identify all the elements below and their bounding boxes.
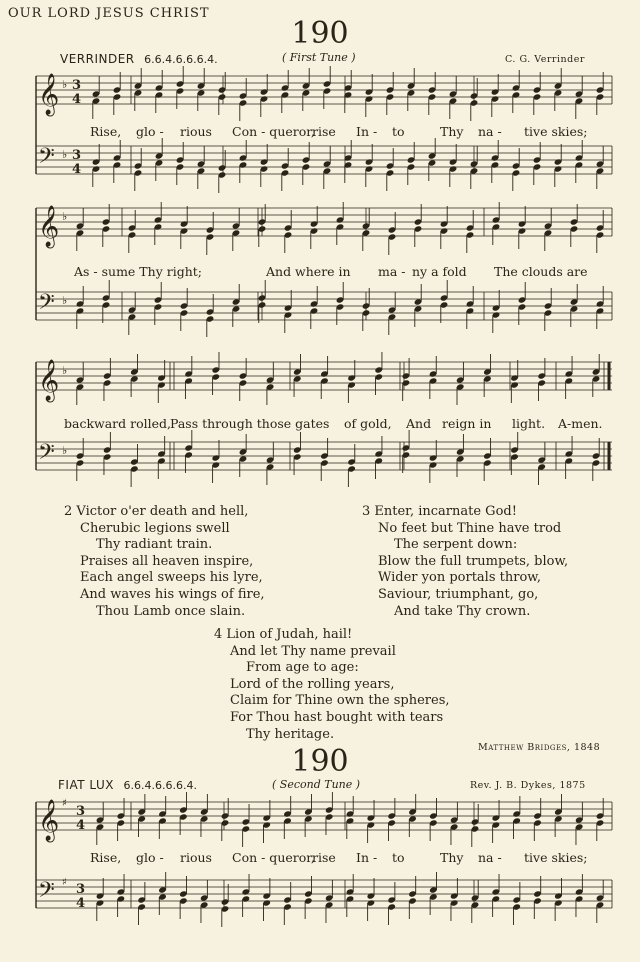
verse-line: Thy radiant train. (96, 537, 213, 553)
lyric-syllable: na - (478, 850, 502, 865)
verse-line: The serpent down: (394, 537, 518, 553)
treble-clef-icon: 𝄞 (38, 360, 60, 401)
svg-text:3: 3 (72, 148, 82, 163)
lyric-syllable: rise (312, 124, 336, 139)
svg-text:♭: ♭ (62, 210, 68, 223)
lyrics-line-3 (0, 416, 640, 432)
tune-label: ( Second Tune ) (272, 778, 361, 791)
lyric-syllable: to (392, 850, 405, 865)
music-system-4 (0, 792, 640, 962)
bass-clef-icon: 𝄢 (38, 440, 55, 470)
bass-clef-icon: 𝄢 (38, 144, 55, 174)
bass-clef-icon: 𝄢 (38, 878, 55, 908)
tune-name: VERRINDER (60, 52, 135, 66)
hymn-number: 190 (291, 16, 349, 51)
verse-line: And let Thy name prevail (230, 643, 396, 659)
lyric-syllable: Pass through those gates (170, 416, 330, 431)
svg-text:♯: ♯ (62, 877, 67, 888)
verse-line: Cherubic legions swell (80, 520, 230, 536)
lyric-syllable: Thy (440, 124, 464, 139)
svg-text:4: 4 (72, 92, 82, 107)
author: Matthew Bridges, 1848 (478, 742, 601, 753)
lyric-syllable: As - sume Thy right; (74, 264, 202, 279)
lyrics-line-4 (0, 850, 640, 866)
verse-line: Saviour, triumphant, go, (378, 586, 539, 602)
lyric-syllable: rious (180, 124, 212, 139)
lyric-syllable: A-men. (558, 416, 603, 431)
svg-text:♭: ♭ (62, 444, 68, 457)
verse-line: Wider yon portals throw, (378, 570, 541, 586)
verse-line: Thy heritage. (246, 726, 335, 742)
lyric-syllable: rise (312, 850, 336, 865)
verse-line: Lord of the rolling years, (230, 676, 395, 692)
lyric-syllable: of gold, (344, 416, 392, 431)
bass-clef-icon: 𝄢 (38, 290, 55, 320)
lyric-syllable: Rise, (90, 124, 122, 139)
verse-line: No feet but Thine have trod (378, 520, 562, 536)
svg-text:♭: ♭ (62, 148, 68, 161)
lyric-syllable: tive skies; (524, 124, 588, 139)
svg-text:♭: ♭ (62, 364, 68, 377)
verse-2 (64, 504, 265, 620)
lyric-syllable: ny a fold (412, 264, 467, 279)
svg-text:♯: ♯ (62, 798, 67, 809)
svg-text:4: 4 (76, 818, 86, 833)
section-title: OUR LORD JESUS CHRIST (8, 6, 210, 21)
svg-text:♭: ♭ (62, 294, 68, 307)
meter: 6.6.4.6.6.6.4. (144, 53, 218, 66)
verse-line: Claim for Thine own the spheres, (230, 693, 450, 709)
verse-line: Praises all heaven inspire, (80, 553, 254, 569)
svg-text:4: 4 (72, 162, 82, 177)
hymn-number: 190 (291, 744, 349, 779)
lyric-syllable: Con - queror, (232, 124, 315, 139)
composer: Rev. J. B. Dykes, 1875 (470, 780, 586, 791)
tune-heading (60, 52, 218, 66)
verse-line: 2 Victor o'er death and hell, (64, 504, 249, 519)
lyric-syllable: tive skies; (524, 850, 588, 865)
verse-line: 4 Lion of Judah, hail! (214, 627, 353, 642)
lyric-syllable: Thy (440, 850, 464, 865)
lyric-syllable: In - (356, 850, 378, 865)
lyric-syllable: And (406, 416, 432, 431)
verse-4 (214, 627, 450, 743)
tune-name: FIAT LUX (58, 778, 114, 792)
lyric-syllable: glo - (136, 124, 164, 139)
verse-line: From age to age: (246, 660, 359, 676)
lyric-syllable: backward rolled, (64, 416, 172, 431)
lyric-syllable: And where in (266, 264, 351, 279)
lyrics-line-1 (0, 124, 640, 140)
lyric-syllable: In - (356, 124, 378, 139)
verse-line: Blow the full trumpets, blow, (378, 553, 569, 569)
verse-3 (362, 504, 568, 620)
svg-text:4: 4 (76, 896, 86, 911)
treble-clef-icon: 𝄞 (38, 800, 60, 841)
lyric-syllable: Con - queror, (232, 850, 315, 865)
verse-line: Each angel sweeps his lyre, (80, 570, 263, 586)
treble-clef-icon: 𝄞 (38, 206, 60, 247)
lyric-syllable: rious (180, 850, 212, 865)
lyric-syllable: na - (478, 124, 502, 139)
verse-line: For Thou hast bought with tears (230, 709, 444, 725)
svg-text:♭: ♭ (62, 78, 68, 91)
meter: 6.6.4.6.6.6.4. (123, 779, 197, 792)
verse-line: Thou Lamb once slain. (96, 603, 246, 619)
svg-text:3: 3 (72, 78, 82, 93)
lyrics-line-2 (0, 264, 640, 280)
tune-label: ( First Tune ) (282, 51, 356, 64)
lyric-syllable: The clouds are (494, 264, 588, 279)
lyric-syllable: ma - (378, 264, 406, 279)
lyric-syllable: glo - (136, 850, 164, 865)
svg-text:3: 3 (76, 804, 86, 819)
verse-line: 3 Enter, incarnate God! (362, 504, 517, 519)
svg-text:3: 3 (76, 882, 86, 897)
lyric-syllable: to (392, 124, 405, 139)
tune-heading (58, 778, 197, 792)
lyric-syllable: reign in (442, 416, 492, 431)
verse-line: And take Thy crown. (394, 603, 531, 619)
lyric-syllable: light. (512, 416, 546, 431)
lyric-syllable: Rise, (90, 850, 122, 865)
composer: C. G. Verrinder (505, 54, 585, 65)
verse-line: And waves his wings of fire, (80, 586, 265, 602)
treble-clef-icon: 𝄞 (38, 74, 60, 115)
